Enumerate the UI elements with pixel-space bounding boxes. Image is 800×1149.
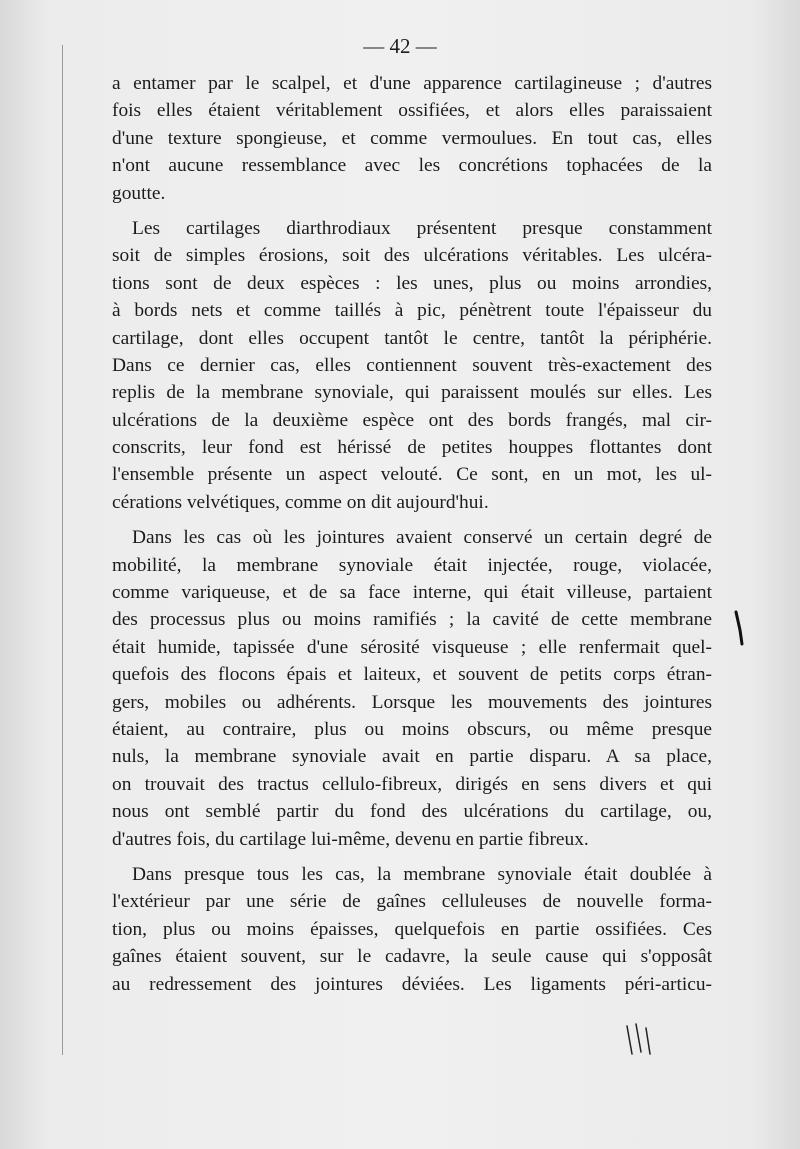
text-line: quefois des flocons épais et laiteux, et souvent de petits corps étran- (112, 664, 712, 686)
text-line: replis de la membrane synoviale, qui paraissent moulés sur elles. Les (112, 382, 712, 404)
text-line: cartilage, dont elles occupent tantôt le centre, tantôt la périphérie. (112, 327, 712, 349)
paragraph-3 (112, 524, 712, 853)
paragraph-4 (112, 861, 712, 998)
page-number: — 42 — (363, 34, 437, 58)
text-line: fois elles étaient véritablement ossifiées, et alors elles paraissaient (112, 100, 712, 122)
text-line: n'ont aucune ressemblance avec les concrétions tophacées de la (112, 155, 712, 177)
text-line: tion, plus ou moins épaisses, quelquefois en partie ossifiées. Ces (112, 918, 712, 940)
text-line: comme variqueuse, et de sa face interne, qui était villeuse, partaient (112, 582, 712, 604)
text-line: cérations velvétiques, comme on dit aujourd'hui. (112, 491, 489, 513)
text-line: d'une texture spongieuse, et comme vermoulues. En tout cas, elles (112, 127, 712, 149)
text-line: soit de simples érosions, soit des ulcérations véritables. Les ulcéra- (112, 245, 712, 267)
text-line: étaient, au contraire, plus ou moins obscurs, ou même presque (112, 718, 712, 740)
text-line: gers, mobiles ou adhérents. Lorsque les mouvements des jointures (112, 691, 712, 713)
text-line: a entamer par le scalpel, et d'une apparence cartilagineuse ; d'autres (112, 73, 712, 94)
ink-mark-icon (734, 610, 744, 646)
text-line: goutte. (112, 182, 166, 204)
text-line: on trouvait des tractus cellulo-fibreux, dirigés en sens divers et qui (112, 773, 712, 795)
text-line: d'autres fois, du cartilage lui-même, devenu en partie fibreux. (112, 828, 589, 850)
text-line: l'extérieur par une série de gaînes celluleuses de nouvelle forma- (112, 891, 712, 913)
text-line: ulcérations de la deuxième espèce ont des bords frangés, mal cir- (112, 409, 712, 431)
text-line: à bords nets et comme taillés à pic, pénètrent toute l'épaisseur du (112, 300, 712, 322)
paragraph-1 (112, 70, 712, 207)
text-line: nuls, la membrane synoviale avait en partie disparu. A sa place, (112, 746, 712, 768)
ink-scribble-icon (622, 1018, 672, 1058)
text-line: tions sont de deux espèces : les unes, plus ou moins arrondies, (112, 272, 712, 294)
text-line: conscrits, leur fond est hérissé de petites houppes flottantes dont (112, 437, 712, 459)
paragraph-2 (112, 215, 712, 516)
text-line: mobilité, la membrane synoviale était injectée, rouge, violacée, (112, 554, 712, 576)
body-text (112, 70, 712, 998)
text-line: Dans les cas où les jointures avaient conservé un certain degré de (132, 527, 712, 549)
text-line: des processus plus ou moins ramifiés ; la cavité de cette membrane (112, 609, 712, 631)
text-line: était humide, tapissée d'une sérosité visqueuse ; elle renfermait quel- (112, 636, 712, 658)
text-line: Les cartilages diarthrodiaux présentent presque constamment (132, 217, 712, 239)
margin-pencil-line (62, 45, 63, 1055)
text-line: au redressement des jointures déviées. Les ligaments péri-articu- (112, 973, 712, 995)
text-line: nous ont semblé partir du fond des ulcérations du cartilage, ou, (112, 801, 712, 823)
text-line: Dans ce dernier cas, elles contiennent souvent très-exactement des (112, 354, 712, 376)
text-line: gaînes étaient souvent, sur le cadavre, la seule cause qui s'opposât (112, 946, 712, 968)
text-line: l'ensemble présente un aspect velouté. Ce sont, en un mot, les ul- (112, 464, 712, 486)
text-line: Dans presque tous les cas, la membrane synoviale était doublée à (132, 863, 712, 885)
